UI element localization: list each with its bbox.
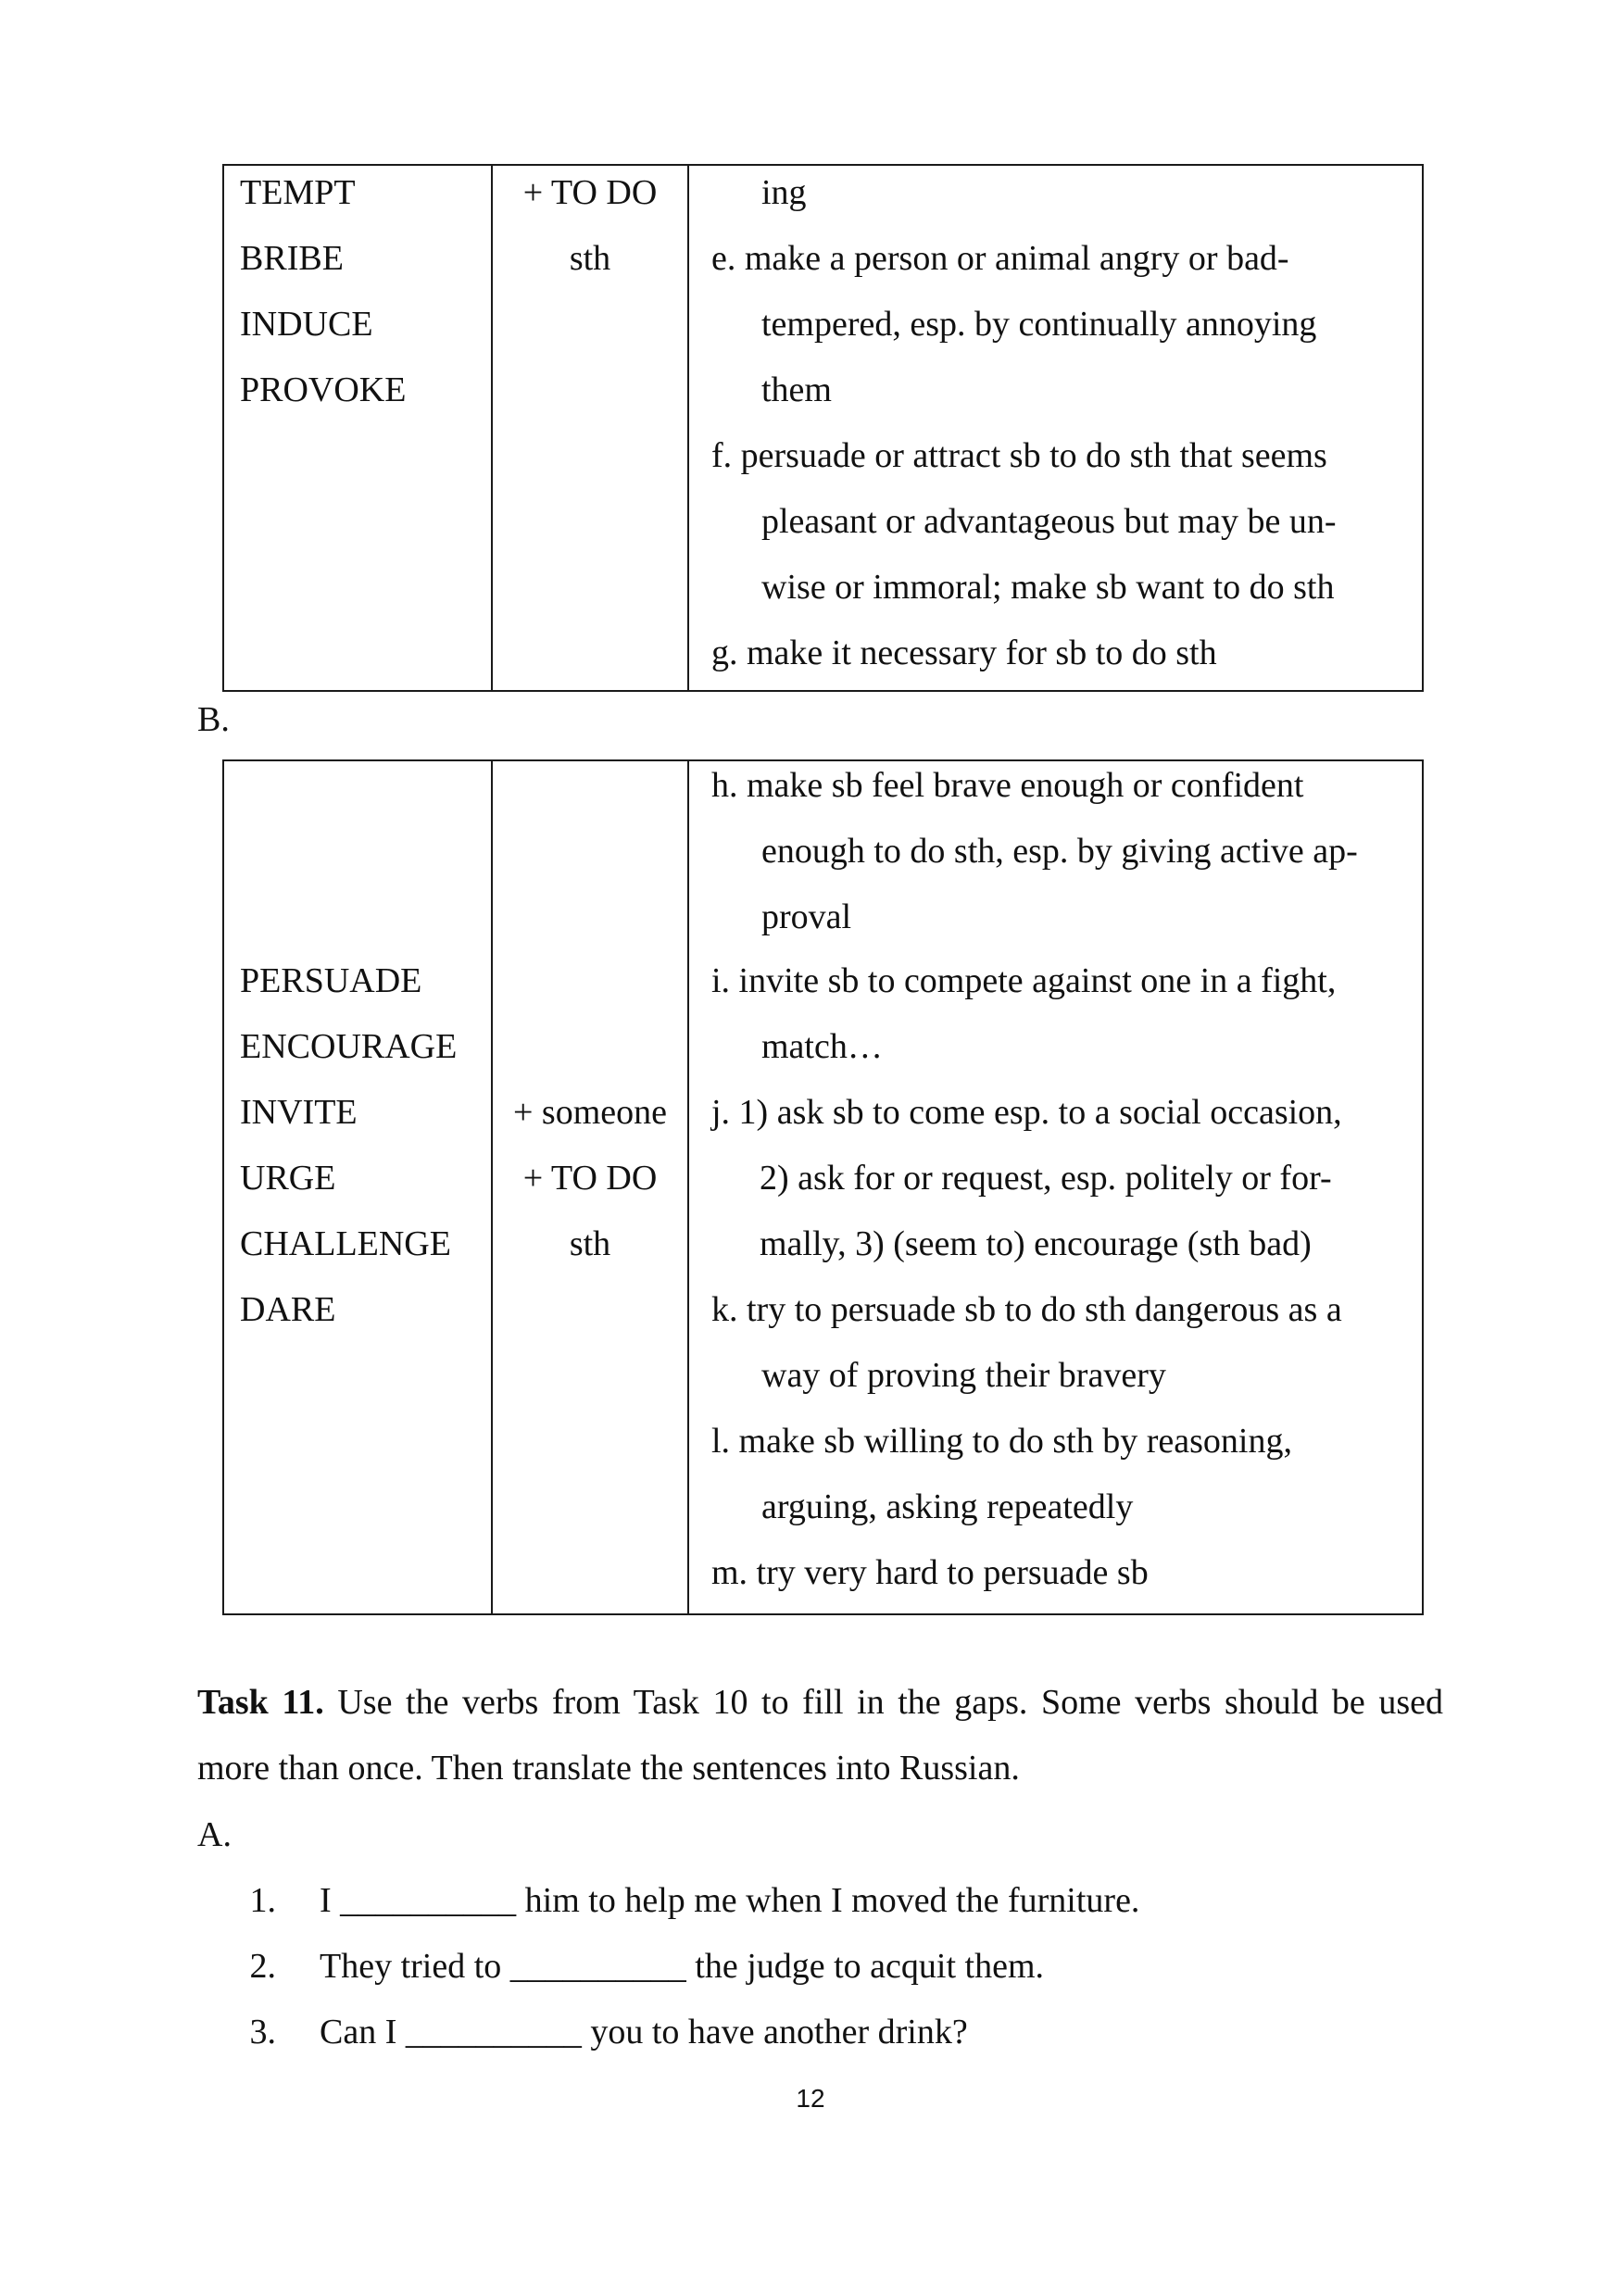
exercise-number: 3. <box>249 2013 276 2051</box>
table-b-definition: l. make sb willing to do sth by reasoning, <box>711 1422 1292 1461</box>
exercise-sentence: Can I __________ you to have another drink? <box>320 2013 968 2051</box>
exercise-number: 2. <box>249 1947 276 1986</box>
table-a-pattern: sth <box>569 239 611 278</box>
table-b-definition: proval <box>761 897 852 936</box>
page-number: 12 <box>796 2084 825 2113</box>
exercise-sentence: They tried to __________ the judge to acquit them. <box>320 1947 1045 1986</box>
table-a-definition: f. persuade or attract sb to do sth that seems <box>711 436 1327 475</box>
table-a-verb: BRIBE <box>240 239 344 278</box>
section-b-label: B. <box>197 700 230 739</box>
table-a-verb: TEMPT <box>240 173 356 212</box>
table-b-divider-2 <box>687 761 689 1613</box>
table-b-verb: PERSUADE <box>240 961 422 1000</box>
table-a-definition: pleasant or advantageous but may be un- <box>761 502 1337 541</box>
task-11-section-a-label: A. <box>197 1815 232 1854</box>
table-b-definition: i. invite sb to compete against one in a fight, <box>711 961 1337 1000</box>
table-b-verb: URGE <box>240 1159 336 1198</box>
table-b-pattern: sth <box>569 1224 611 1263</box>
table-b-pattern: + TO DO <box>522 1159 658 1198</box>
exercise-number: 1. <box>249 1881 276 1920</box>
table-b-definition: k. try to persuade sb to do sth dangerous as a <box>711 1290 1342 1329</box>
table-a-definition: wise or immoral; make sb want to do sth <box>761 568 1335 607</box>
table-b-definition: mally, 3) (seem to) encourage (sth bad) <box>760 1224 1312 1263</box>
table-b-definition: arguing, asking repeatedly <box>761 1487 1134 1526</box>
table-b-definition: way of proving their bravery <box>761 1356 1166 1395</box>
table-a-verb: PROVOKE <box>240 370 407 409</box>
task-11-heading: Task 11. <box>197 1683 324 1722</box>
table-a-verb: INDUCE <box>240 305 373 344</box>
table-a-definition: e. make a person or animal angry or bad- <box>711 239 1289 278</box>
table-a-definition: them <box>761 370 832 409</box>
table-b-definition: j. 1) ask sb to come esp. to a social occasion, <box>711 1093 1342 1132</box>
table-b-definition: enough to do sth, esp. by giving active ap- <box>761 832 1358 871</box>
table-b <box>222 759 1424 1615</box>
table-b-verb: ENCOURAGE <box>240 1027 458 1066</box>
table-b-definition: m. try very hard to persuade sb <box>711 1553 1149 1592</box>
table-a <box>222 164 1424 692</box>
table-b-definition: 2) ask for or request, esp. politely or for- <box>760 1159 1332 1198</box>
task-11-text: Use the verbs from Task 10 to fill in the gaps. Some verbs should be used more than once. Then translate the sentences into Russian. <box>197 1683 1443 1788</box>
table-b-verb: CHALLENGE <box>240 1224 451 1263</box>
table-b-verb: DARE <box>240 1290 336 1329</box>
table-a-pattern: + TO DO <box>522 173 658 212</box>
table-b-verb: INVITE <box>240 1093 358 1132</box>
table-b-pattern: + someone <box>512 1093 667 1132</box>
table-a-definition: g. make it necessary for sb to do sth <box>711 634 1217 672</box>
table-a-divider-2 <box>687 166 689 690</box>
task-11-instruction <box>197 1670 1443 1801</box>
table-a-definition: ing <box>761 173 807 212</box>
table-b-definition: h. make sb feel brave enough or confident <box>711 766 1304 805</box>
exercise-sentence: I __________ him to help me when I moved the furniture. <box>320 1881 1140 1920</box>
table-a-definition: tempered, esp. by continually annoying <box>761 305 1317 344</box>
table-b-definition: match… <box>761 1027 883 1066</box>
